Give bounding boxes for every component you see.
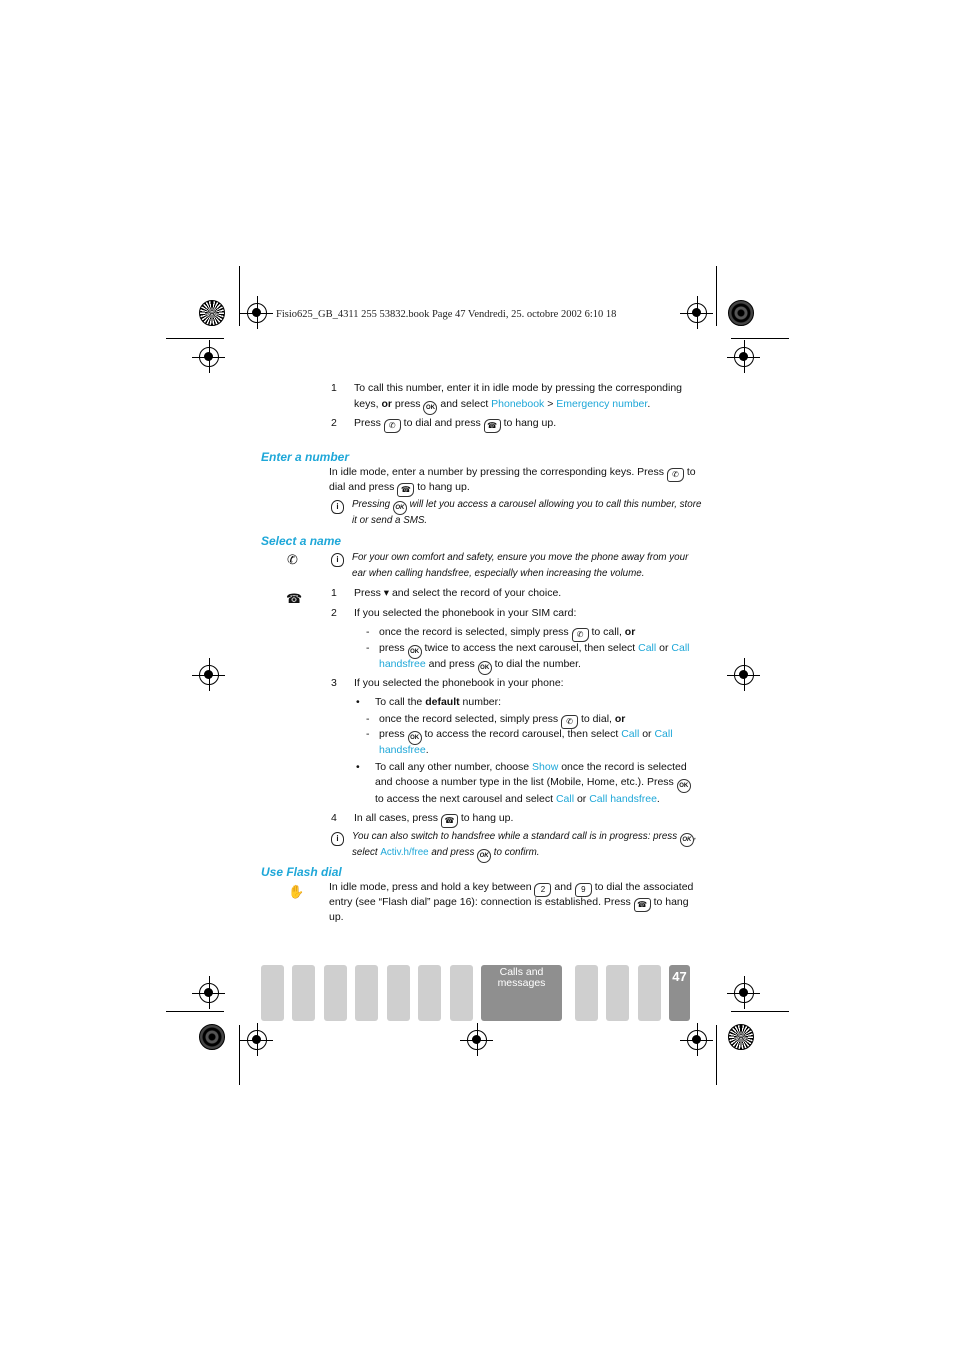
note-text: Pressing OK will let you access a carousel allowing you to call this number, store: [352, 497, 701, 515]
list-item: To call any other number, choose Show once the record is selected: [375, 761, 687, 773]
crop-mark: [716, 266, 717, 326]
step-text: Press ▾ and select the record of your choice.: [354, 587, 562, 599]
crop-mark: [166, 1011, 224, 1012]
paragraph-text: up.: [329, 911, 344, 923]
section-title-flash-dial: Use Flash dial: [261, 865, 342, 879]
chapter-tab-active: Calls and messages: [481, 965, 562, 1021]
list-item: handsfree and press OK to dial the number.: [379, 656, 581, 675]
note-text: You can also switch to handsfree while a standard call is in progress: press OK ,: [352, 829, 697, 847]
dash-bullet: -: [366, 713, 370, 725]
crop-mark: [166, 338, 224, 339]
section-title-select-name: Select a name: [261, 534, 342, 548]
ok-key-icon: OK: [408, 645, 422, 659]
step-number: 1: [331, 382, 337, 394]
registration-mark: [734, 983, 754, 1003]
dash-bullet: -: [366, 626, 370, 638]
key-9-icon: 9: [575, 883, 592, 897]
chapter-tab: [387, 965, 410, 1021]
list-item: press OK twice to access the next carousel, then select Call or Call: [379, 640, 689, 659]
step-text: keys, or press OK and select Phonebook > Emergency number.: [354, 396, 650, 415]
ok-key-icon: OK: [408, 731, 422, 745]
crop-mark: [731, 338, 789, 339]
bullet: •: [356, 761, 360, 773]
chapter-tab: [324, 965, 347, 1021]
call-key-icon: ✆: [667, 468, 684, 482]
note-text: it or send a SMS.: [352, 515, 428, 526]
list-item: once the record is selected, simply press ✆ to call, or: [379, 624, 635, 642]
ok-key-icon: OK: [677, 779, 691, 793]
hangup-key-icon: ☎: [397, 483, 414, 497]
registration-mark: [199, 347, 219, 367]
crop-mark: [239, 266, 240, 326]
star-target-icon: [728, 300, 754, 326]
menu-phonebook: Phonebook: [491, 398, 545, 410]
list-item: To call the default number:: [375, 696, 502, 708]
menu-emergency-number: Emergency number: [556, 398, 648, 410]
info-icon: i: [331, 496, 344, 514]
hangup-key-icon: ☎: [441, 814, 458, 828]
ok-key-icon: OK: [680, 833, 694, 847]
note-text: ear when calling handsfree, especially when increasing the volume.: [352, 568, 645, 579]
registration-mark: [247, 1030, 267, 1050]
step-text: Press ✆ to dial and press ☎ to hang up.: [354, 415, 556, 433]
dash-bullet: -: [366, 642, 370, 654]
registration-mark: [199, 983, 219, 1003]
list-item: and choose a number type in the list (Mobile, Home, etc.). Press OK: [375, 774, 691, 793]
step-number: 2: [331, 417, 337, 429]
chapter-tab: [450, 965, 473, 1021]
step-number: 2: [331, 607, 337, 619]
paragraph-text: In idle mode, press and hold a key between 2 and 9 to dial the associated: [329, 879, 693, 897]
chapter-tab: [418, 965, 441, 1021]
step-number: 4: [331, 812, 337, 824]
paragraph-text: dial and press ☎ to hang up.: [329, 479, 470, 497]
phonebook-icon: ☎: [286, 591, 303, 606]
step-number: 3: [331, 677, 337, 689]
bullet: •: [356, 696, 360, 708]
hangup-key-icon: ☎: [484, 419, 501, 433]
list-item: once the record selected, simply press ✆ to dial, or: [379, 711, 625, 729]
ok-key-icon: OK: [477, 849, 491, 863]
star-target-icon: [728, 1024, 754, 1050]
key-2-icon: 2: [534, 883, 551, 897]
note-text: For your own comfort and safety, ensure you move the phone away from your: [352, 552, 689, 563]
info-icon: i: [331, 549, 344, 567]
chapter-tab: [638, 965, 661, 1021]
step-text: To call this number, enter it in idle mode by pressing the corresponding: [354, 382, 683, 394]
ok-key-icon: OK: [478, 661, 492, 675]
info-icon: i: [331, 828, 344, 846]
section-title-enter-number: Enter a number: [261, 450, 350, 464]
chapter-tab: [606, 965, 629, 1021]
registration-mark: [687, 1030, 707, 1050]
call-key-icon: ✆: [572, 628, 589, 642]
handsfree-icon: ✆: [287, 552, 298, 567]
ok-key-icon: OK: [393, 501, 407, 515]
registration-mark: [687, 303, 707, 323]
chapter-tab: [575, 965, 598, 1021]
registration-mark: [734, 665, 754, 685]
list-item: handsfree.: [379, 744, 429, 756]
step-text: If you selected the phonebook in your phone:: [354, 677, 564, 689]
dash-bullet: -: [366, 728, 370, 740]
hangup-key-icon: ☎: [634, 898, 651, 912]
chapter-tab: [261, 965, 284, 1021]
crop-mark: [731, 1011, 789, 1012]
list-item: press OK to access the record carousel, then select Call or Call: [379, 726, 673, 745]
star-target-icon: [199, 1024, 225, 1050]
chapter-tab: [292, 965, 315, 1021]
crop-mark: [239, 1025, 240, 1085]
paragraph-text: entry (see “Flash dial” page 16): connection is established. Press ☎ to hang: [329, 894, 689, 912]
chapter-tab: [355, 965, 378, 1021]
list-item: to access the next carousel and select Call or Call handsfree.: [375, 793, 660, 805]
ok-key-icon: OK: [423, 401, 437, 415]
registration-mark: [467, 1030, 487, 1050]
note-text: select Activ.h/free and press OK to confirm.: [352, 845, 540, 863]
page-header: Fisio625_GB_4311 255 53832.book Page 47 Vendredi, 25. octobre 2002 6:10 18: [276, 309, 617, 320]
star-target-icon: [199, 300, 225, 326]
step-text: In all cases, press ☎ to hang up.: [354, 810, 513, 828]
paragraph-text: In idle mode, enter a number by pressing the corresponding keys. Press ✆ to: [329, 464, 696, 482]
registration-mark: [247, 303, 267, 323]
registration-mark: [199, 665, 219, 685]
step-text: If you selected the phonebook in your SIM card:: [354, 607, 577, 619]
call-key-icon: ✆: [384, 419, 401, 433]
call-key-icon: ✆: [561, 715, 578, 729]
registration-mark: [734, 347, 754, 367]
down-key-icon: ▾: [383, 587, 390, 599]
crop-mark: [716, 1025, 717, 1085]
flash-dial-icon: ✋: [288, 884, 305, 899]
step-number: 1: [331, 587, 337, 599]
page-number: 47: [669, 965, 690, 1021]
